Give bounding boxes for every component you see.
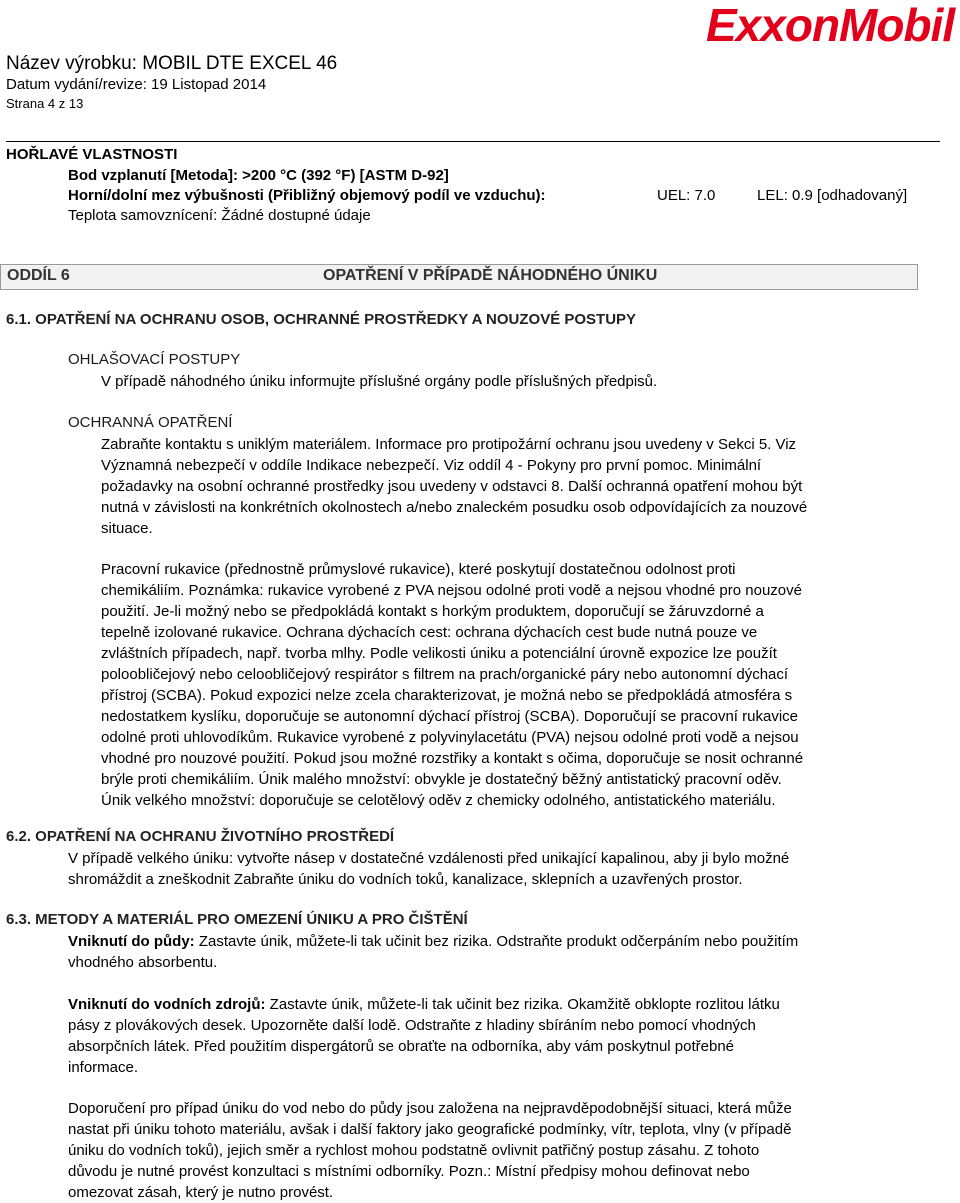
paragraph-line: vhodné pro nouzové použití. Pokud jsou možné rozstřiky a kontakt s očima, doporučuje se nosit ochranné: [101, 750, 804, 767]
land-paragraph: [68, 931, 798, 973]
flammable-heading: HOŘLAVÉ VLASTNOSTI: [6, 146, 178, 163]
paragraph-line: přístroj (SCBA). Pokud expozici nelze zcela charakterizovat, je možná nebo se předpokládá atmosféra s: [101, 687, 793, 704]
paragraph-line: Významná nebezpečí v oddíle Indikace nebezpečí. Viz oddíl 4 - Pokyny pro první pomoc. Minimální: [101, 457, 762, 474]
autoignition-temp: Teplota samovznícení: Žádné dostupné údaje: [68, 207, 371, 224]
paragraph-line: Zabraňte kontaktu s uniklým materiálem. Informace pro protipožární ochranu jsou uvedeny v Sekci 5. Viz: [101, 436, 797, 453]
section-number: ODDÍL 6: [7, 267, 70, 284]
land-label: Vniknutí do půdy:: [68, 933, 195, 950]
ppe-paragraph: [101, 559, 803, 811]
recommendation-paragraph: [68, 1098, 792, 1203]
flash-point-text: Bod vzplanutí [Metoda]: >200 °C (392 °F) [ASTM D-92]: [68, 167, 449, 184]
issue-date: Datum vydání/revize: 19 Listopad 2014: [6, 76, 267, 93]
flash-point: [68, 166, 449, 186]
land-first-line: Zastavte únik, můžete-li tak učinit bez rizika. Odstraňte produkt odčerpáním nebo použitím: [194, 933, 799, 950]
paragraph-line: Pracovní rukavice (přednostně průmyslové rukavice), které poskytují dostatečnou odolnost proti: [101, 561, 736, 578]
water-first-line: Zastavte únik, můžete-li tak učinit bez rizika. Okamžitě obklopte rozlitou látku: [265, 996, 780, 1013]
paragraph-line: chemikáliím. Poznámka: rukavice vyrobené z PVA nejsou odolné proti vodě a nejsou vhodné pro nouzové: [101, 582, 802, 599]
paragraph-line: tepelně izolované rukavice. Ochrana dýchacích cest: ochrana dýchacích cest bude nutná pouze ve: [101, 624, 758, 641]
s63-heading: 6.3. METODY A MATERIÁL PRO OMEZENÍ ÚNIKU A PRO ČIŠTĚNÍ: [6, 911, 468, 928]
paragraph-line: V případě velkého úniku: vytvořte násep v dostatečné vzdálenosti před unikající kapalinou, aby ji bylo možné: [68, 850, 790, 867]
paragraph-line: brýle proti chemikáliím. Únik malého množství: obvykle je dostatečný běžný antistatický pracovní oděv.: [101, 771, 782, 788]
uel-value: UEL: 7.0: [657, 187, 716, 204]
paragraph-line: nedostatkem kyslíku, doporučuje se autonomní dýchací přístroj (SCBA). Doporučují se pracovní rukavice: [101, 708, 798, 725]
paragraph-line: důvodu je nutné provést konzultaci s místními odborníky. Pozn.: Místní předpisy mohou definovat nebo: [68, 1163, 750, 1180]
paragraph-line: požadavky na osobní ochranné prostředky jsou uvedeny v odstavci 8. Další ochranná opatření mohou být: [101, 478, 803, 495]
paragraph-line: situace.: [101, 520, 153, 537]
product-name: Název výrobku: MOBIL DTE EXCEL 46: [6, 53, 338, 74]
paragraph-line: úniku do vodních toků), jejich směr a rychlost mohou podstatně ovlivnit patřičný postup zásahu. Z tohoto: [68, 1142, 760, 1159]
s62-paragraph: [68, 848, 789, 890]
protect-heading: OCHRANNÁ OPATŘENÍ: [68, 414, 233, 431]
paragraph-line: vhodného absorbentu.: [68, 954, 218, 971]
paragraph-line: nutná v závislosti na konkrétních okolnostech a/nebo znaleckém posudku osob odpovídajících za nouzové: [101, 499, 808, 516]
paragraph-line: pásy z plovákových desek. Upozorněte další lodě. Odstraňte z hladiny sbíráním nebo pomocí vhodných: [68, 1017, 756, 1034]
explosion-limits-label: Horní/dolní mez výbušnosti (Přibližný objemový podíl ve vzduchu):: [68, 187, 546, 204]
water-label: Vniknutí do vodních zdrojů:: [68, 996, 266, 1013]
paragraph-line: omezovat zásah, který je nutno provést.: [68, 1184, 334, 1201]
paragraph-line: polooblіčejový nebo celooblіčejový respirátor s filtrem na prach/organické páry nebo autonomní dýchací: [101, 666, 789, 683]
protect-paragraph: [101, 434, 807, 539]
water-paragraph: [68, 994, 780, 1078]
section-title: OPATŘENÍ V PŘÍPADĚ NÁHODNÉHO ÚNIKU: [323, 267, 658, 284]
paragraph-line: odolné proti uhlovodíkům. Rukavice vyrobené z polyvinylacetátu (PVA) nejsou odolné proti vodě a nejsou: [101, 729, 799, 746]
notify-heading: OHLAŠOVACÍ POSTUPY: [68, 351, 241, 368]
s62-heading: 6.2. OPATŘENÍ NA OCHRANU ŽIVOTNÍHO PROSTŘEDÍ: [6, 828, 395, 845]
paragraph-line: Únik velkého množství: doporučuje se celotělový oděv z chemicky odolného, antistatického materiálu.: [101, 792, 776, 809]
notify-text: V případě náhodného úniku informujte příslušné orgány podle příslušných předpisů.: [101, 373, 658, 390]
s61-heading: 6.1. OPATŘENÍ NA OCHRANU OSOB, OCHRANNÉ PROSTŘEDKY A NOUZOVÉ POSTUPY: [6, 311, 637, 328]
paragraph-line: shromáždit a zneškodnit Zabraňte úniku do vodních toků, kanalizace, sklepních a uzavřených prostor.: [68, 871, 743, 888]
paragraph-line: zvláštních případech, např. tvorba mlhy. Podle velikosti úniku a potenciální úrovně expozice lze použít: [101, 645, 777, 662]
lel-value: LEL: 0.9 [odhadovaný]: [757, 187, 908, 204]
paragraph-line: použití. Je-li možný nebo se předpokládá kontakt s horkým produktem, doporučují se žáruvzdorné a: [101, 603, 764, 620]
page-number: Strana 4 z 13: [6, 96, 84, 111]
paragraph-line: absorpčních látek. Před použitím dispergátorů se obraťte na odborníka, aby vám poskytnul potřebné: [68, 1038, 735, 1055]
exxonmobil-logo: ExxonMobil: [706, 0, 955, 51]
section-header-bar: [0, 264, 918, 290]
header-divider: [6, 141, 940, 142]
paragraph-line: nastat při úniku tohoto materiálu, avšak i další faktory jako geografické podmínky, vítr, teplota, vlny (v případě: [68, 1121, 792, 1138]
paragraph-line: Doporučení pro případ úniku do vod nebo do půdy jsou založena na nejpravděpodobnější situaci, která může: [68, 1100, 792, 1117]
paragraph-line: informace.: [68, 1059, 139, 1076]
